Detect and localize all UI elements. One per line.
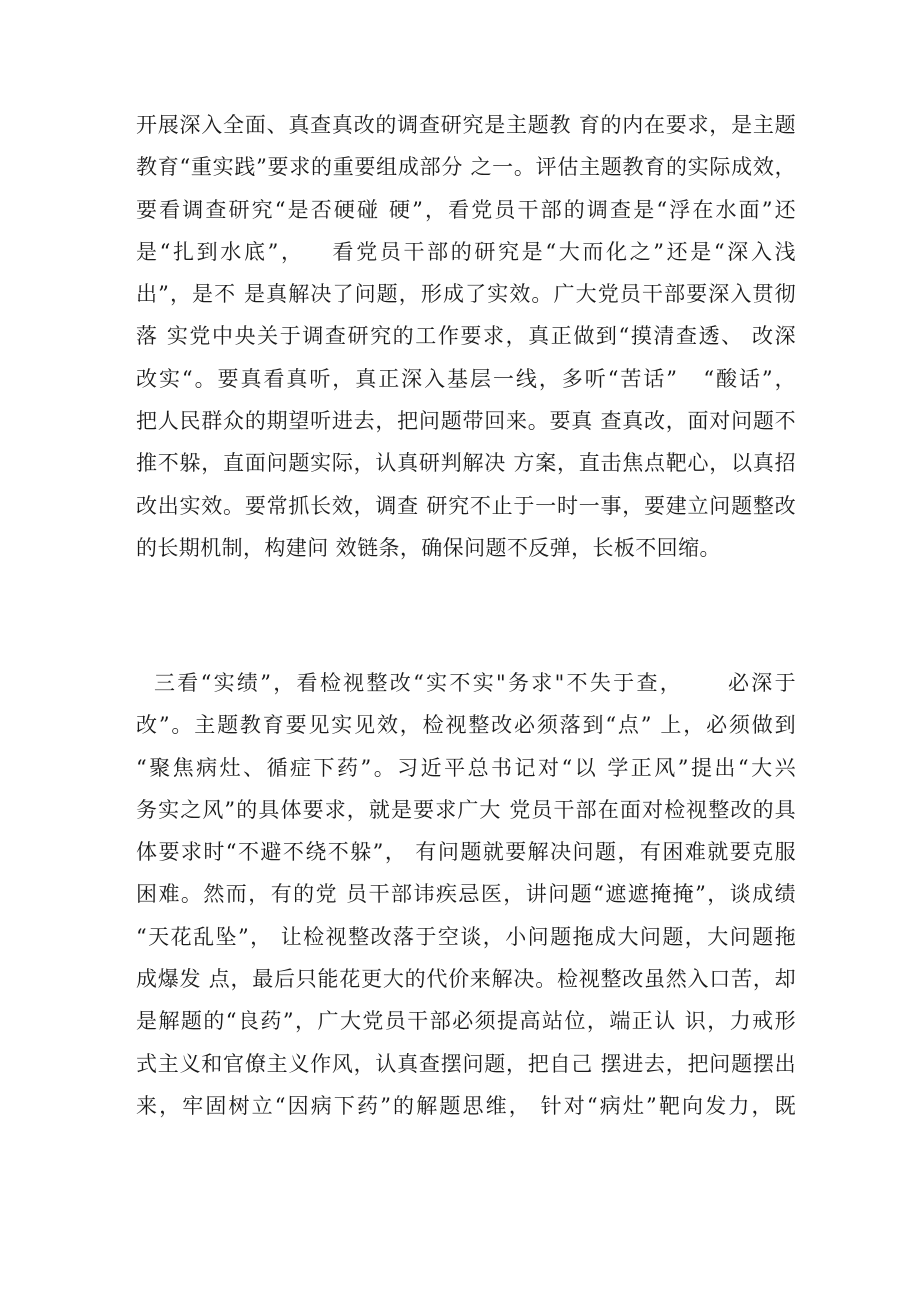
paragraph-2 [136,662,796,1127]
text-line: 要看调查研究“是否硬碰 硬”，看党员干部的调查是“浮在水面”还 [136,197,796,222]
text-line: 推不躲，直面问题实际，认真研判解决 方案，直击焦点靶心，以真招 [136,451,796,476]
text-line: 来，牢固树立“因病下药”的解题思维， 针对“病灶”靶向发力，既 [136,1093,796,1118]
text-line: 是“扎到水底”， 看党员干部的研究是“大而化之”还是“深入浅 [136,239,796,264]
text-line: 把人民群众的期望听进去，把问题带回来。要真 查真改，面对问题不 [136,409,796,434]
text-line: 三看“实绩”，看检视整改“实不实"务求"不失于查， 必深于 [136,671,796,695]
text-line: 困难。然而，有的党 员干部讳疾忌医，讲问题“遮遮掩掩”，谈成绩 [136,882,796,907]
paragraph-1 [136,104,796,569]
text-line: 的长期机制，构建问 效链条，确保问题不反弹，长板不回缩。 [136,535,721,560]
text-line: 体要求时“不避不绕不躲”， 有问题就要解决问题，有困难就要克服 [136,840,796,865]
text-line: 是解题的“良药”，广大党员干部必须提高站位，端正认 识，力戒形 [136,1009,796,1034]
text-line: 教育“重实践”要求的重要组成部分 之一。评估主题教育的实际成效， [136,155,796,180]
text-line: 落 实党中央关于调查研究的工作要求，真正做到“摸清查透、 改深 [136,324,796,349]
text-line: “聚焦病灶、循症下药”。习近平总书记对“以 学正风”提出“大兴 [136,755,796,780]
text-line: 改”。主题教育要见实见效，检视整改必须落到“点” 上，必须做到 [136,713,796,738]
text-line: 改出实效。要常抓长效，调查 研究不止于一时一事，要建立问题整改 [136,493,796,518]
text-line: 成爆发 点，最后只能花更大的代价来解决。检视整改虽然入口苦，却 [136,967,796,992]
text-line: 务实之风”的具体要求，就是要求广大 党员干部在面对检视整改的具 [136,797,796,822]
text-line: “天花乱坠”， 让检视整改落于空谈，小问题拖成大问题，大问题拖 [136,924,796,949]
text-line: 开展深入全面、真查真改的调查研究是主题教 育的内在要求，是主题 [136,113,796,137]
text-line: 改实“。要真看真听，真正深入基层一线，多听“苦话” “酸话”， [136,366,796,391]
text-line: 出”，是不 是真解决了问题，形成了实效。广大党员干部要深入贯彻 [136,282,796,307]
text-line: 式主义和官僚主义作风，认真查摆问题，把自己 摆进去，把问题摆出 [136,1051,796,1076]
